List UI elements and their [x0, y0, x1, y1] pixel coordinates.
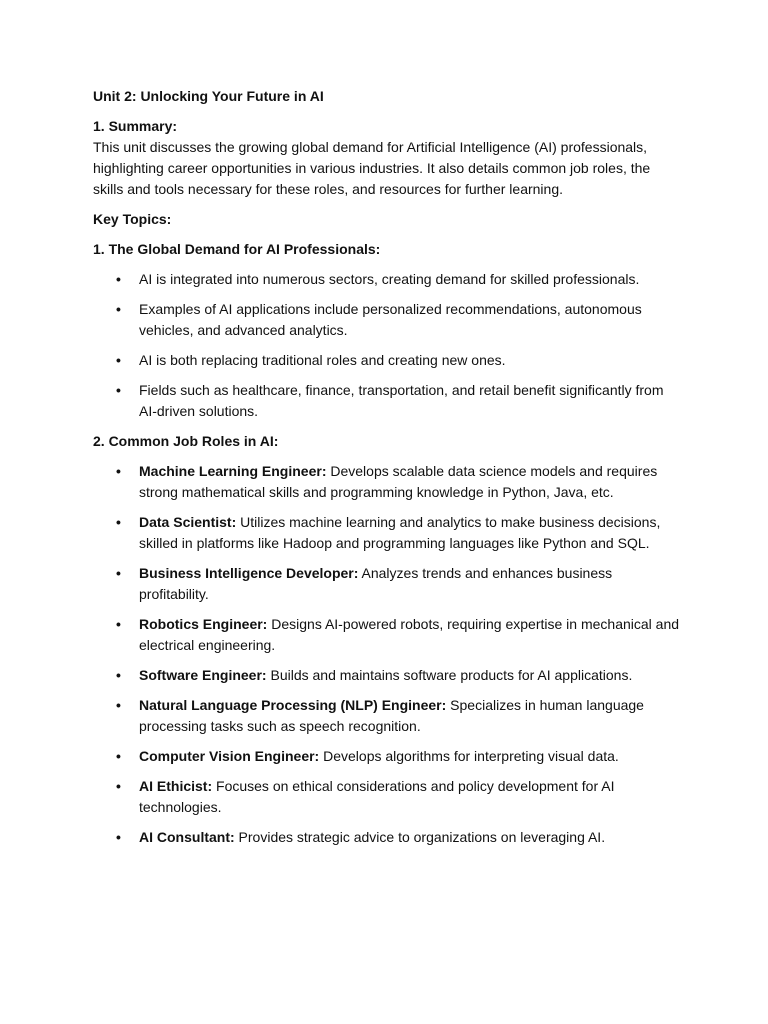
- role-name: AI Consultant:: [139, 829, 235, 845]
- role-name: Data Scientist:: [139, 514, 237, 530]
- role-name: Machine Learning Engineer:: [139, 463, 327, 479]
- bullet-icon: •: [116, 748, 121, 764]
- summary-text: This unit discusses the growing global demand for Artificial Intelligence (AI) professionals, highlighting career opportunities in various industries. It also details common job roles, the skills and tools necessary for these roles, and resources for further learning.: [93, 139, 651, 197]
- role-name: Robotics Engineer:: [139, 616, 268, 632]
- list-item: [93, 461, 683, 503]
- bullet-icon: •: [116, 616, 121, 632]
- list-item: [93, 695, 683, 737]
- role-description: Analyzes trends and enhances business profitability.: [139, 565, 613, 602]
- list-item: [93, 563, 683, 605]
- bullet-icon: •: [116, 382, 121, 398]
- list-item: [93, 827, 683, 848]
- bullet-icon: •: [116, 514, 121, 530]
- bullet-icon: •: [116, 301, 121, 317]
- list-item-text: AI is integrated into numerous sectors, creating demand for skilled professionals.: [139, 271, 640, 287]
- key-topics-heading: Key Topics:: [93, 211, 172, 227]
- list-item: [93, 776, 683, 818]
- global-demand-list: [93, 269, 683, 422]
- role-description: Designs AI-powered robots, requiring expertise in mechanical and electrical engineering.: [139, 616, 680, 653]
- document-title: Unit 2: Unlocking Your Future in AI: [93, 88, 324, 104]
- role-description: Develops scalable data science models and requires strong mathematical skills and programming knowledge in Python, Java, etc.: [139, 463, 658, 500]
- bullet-icon: •: [116, 778, 121, 794]
- role-description: Builds and maintains software products for AI applications.: [266, 667, 633, 683]
- role-description: Provides strategic advice to organizations on leveraging AI.: [234, 829, 606, 845]
- role-name: Natural Language Processing (NLP) Engineer:: [139, 697, 447, 713]
- bullet-icon: •: [116, 352, 121, 368]
- document-page: [93, 86, 683, 848]
- list-item: [93, 746, 683, 767]
- role-description: Develops algorithms for interpreting visual data.: [319, 748, 619, 764]
- bullet-icon: •: [116, 565, 121, 581]
- bullet-icon: •: [116, 697, 121, 713]
- list-item: [93, 512, 683, 554]
- role-description: Specializes in human language processing tasks such as speech recognition.: [139, 697, 644, 734]
- section-global-demand-heading: 1. The Global Demand for AI Professionals:: [93, 241, 381, 257]
- list-item: [93, 350, 683, 371]
- list-item: [93, 614, 683, 656]
- list-item-text: Fields such as healthcare, finance, transportation, and retail benefit significantly from AI-driven solutions.: [139, 382, 664, 419]
- summary-heading: 1. Summary:: [93, 118, 178, 134]
- list-item-text: AI is both replacing traditional roles and creating new ones.: [139, 352, 506, 368]
- bullet-icon: •: [116, 463, 121, 479]
- role-description: Utilizes machine learning and analytics to make business decisions, skilled in platforms like Hadoop and programming languages like Python and SQL.: [139, 514, 661, 551]
- section-job-roles-heading: 2. Common Job Roles in AI:: [93, 433, 279, 449]
- list-item: [93, 269, 683, 290]
- role-name: Computer Vision Engineer:: [139, 748, 320, 764]
- role-name: Business Intelligence Developer:: [139, 565, 359, 581]
- job-roles-list: [93, 461, 683, 848]
- list-item: [93, 665, 683, 686]
- role-name: Software Engineer:: [139, 667, 267, 683]
- list-item: [93, 380, 683, 422]
- bullet-icon: •: [116, 667, 121, 683]
- role-description: Focuses on ethical considerations and policy development for AI technologies.: [139, 778, 615, 815]
- role-name: AI Ethicist:: [139, 778, 213, 794]
- bullet-icon: •: [116, 271, 121, 287]
- list-item-text: Examples of AI applications include personalized recommendations, autonomous vehicles, and advanced analytics.: [139, 301, 642, 338]
- bullet-icon: •: [116, 829, 121, 845]
- list-item: [93, 299, 683, 341]
